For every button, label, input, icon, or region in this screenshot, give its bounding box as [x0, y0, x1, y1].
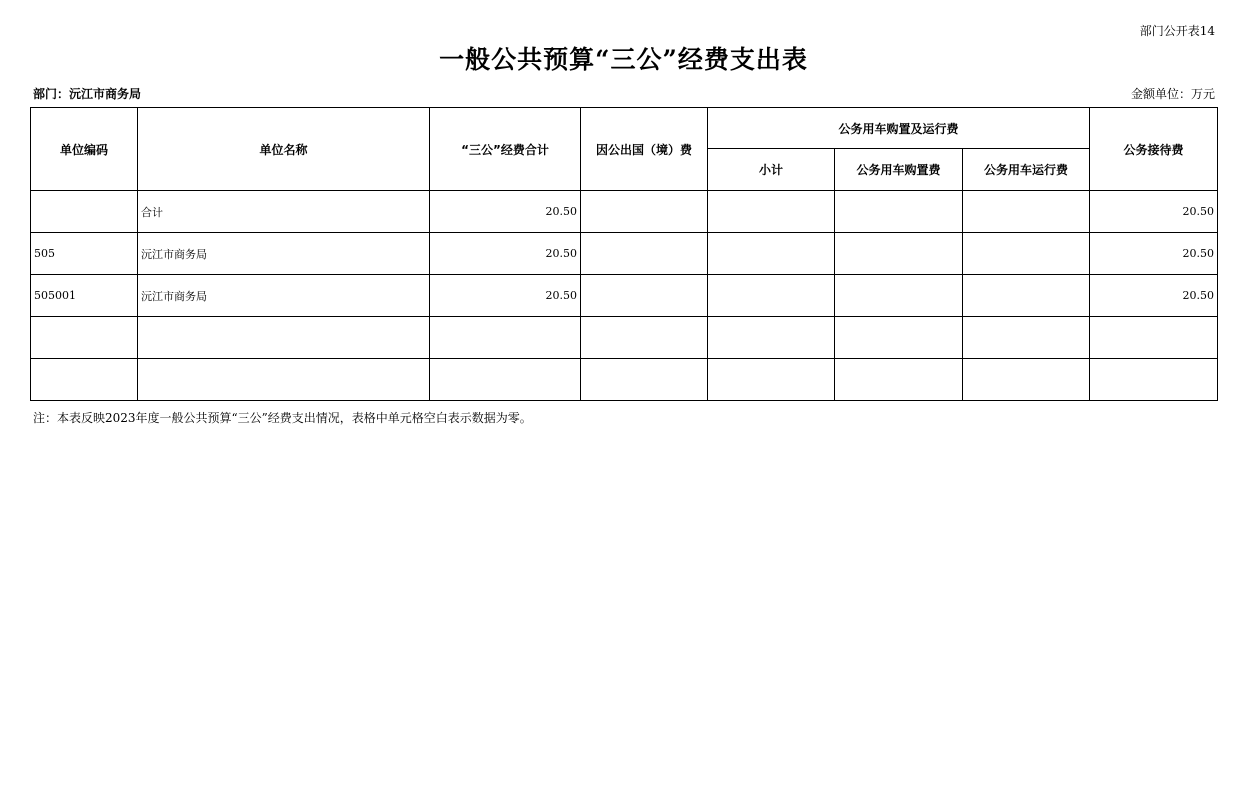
table-row: [31, 359, 1218, 401]
form-number: 部门公开表14: [1139, 24, 1215, 38]
footnote: 注：本表反映2023年度一般公共预算“三公”经费支出情况，表格中单元格空白表示数据为零。: [33, 411, 532, 425]
cell-purchase: [835, 317, 963, 359]
cell-code: [31, 359, 138, 401]
header-vehicle-operation: 公务用车运行费: [963, 149, 1090, 191]
cell-name: 沅江市商务局: [138, 233, 430, 275]
cell-subtotal: [708, 191, 835, 233]
table-row: [31, 317, 1218, 359]
cell-purchase: [835, 275, 963, 317]
cell-subtotal: [708, 233, 835, 275]
cell-name: [138, 359, 430, 401]
table-row: [31, 233, 1218, 275]
cell-code: 505001: [31, 275, 138, 317]
cell-subtotal: [708, 317, 835, 359]
header-unit-code: 单位编码: [31, 108, 138, 191]
cell-subtotal: [708, 359, 835, 401]
cell-operation: [963, 191, 1090, 233]
cell-purchase: [835, 233, 963, 275]
department-label: 部门：沅江市商务局: [33, 87, 142, 101]
cell-reception: 20.50: [1090, 191, 1218, 233]
cell-subtotal: [708, 275, 835, 317]
cell-abroad: [581, 233, 708, 275]
header-subtotal: 小计: [708, 149, 835, 191]
header-total: “三公”经费合计: [430, 108, 581, 191]
cell-code: 505: [31, 233, 138, 275]
cell-abroad: [581, 317, 708, 359]
cell-total: 20.50: [430, 233, 581, 275]
table-row: [31, 275, 1218, 317]
cell-abroad: [581, 275, 708, 317]
cell-total: 20.50: [430, 275, 581, 317]
cell-operation: [963, 275, 1090, 317]
cell-operation: [963, 233, 1090, 275]
cell-total: [430, 359, 581, 401]
cell-abroad: [581, 191, 708, 233]
cell-reception: 20.50: [1090, 275, 1218, 317]
cell-operation: [963, 317, 1090, 359]
cell-purchase: [835, 359, 963, 401]
header-abroad: 因公出国（境）费: [581, 108, 708, 191]
cell-name: 合计: [138, 191, 430, 233]
header-vehicle-purchase: 公务用车购置费: [835, 149, 963, 191]
cell-reception: [1090, 359, 1218, 401]
cell-code: [31, 191, 138, 233]
header-unit-name: 单位名称: [138, 108, 430, 191]
header-vehicle-group: 公务用车购置及运行费: [708, 108, 1090, 149]
page-title: 一般公共预算“三公”经费支出表: [439, 45, 808, 74]
cell-reception: [1090, 317, 1218, 359]
cell-reception: 20.50: [1090, 233, 1218, 275]
cell-total: 20.50: [430, 191, 581, 233]
table-row: [31, 191, 1218, 233]
budget-table: [30, 107, 1218, 401]
cell-name: 沅江市商务局: [138, 275, 430, 317]
cell-name: [138, 317, 430, 359]
cell-total: [430, 317, 581, 359]
header-reception: 公务接待费: [1090, 108, 1218, 191]
cell-purchase: [835, 191, 963, 233]
amount-unit-label: 金额单位：万元: [1130, 87, 1215, 101]
cell-operation: [963, 359, 1090, 401]
cell-abroad: [581, 359, 708, 401]
cell-code: [31, 317, 138, 359]
